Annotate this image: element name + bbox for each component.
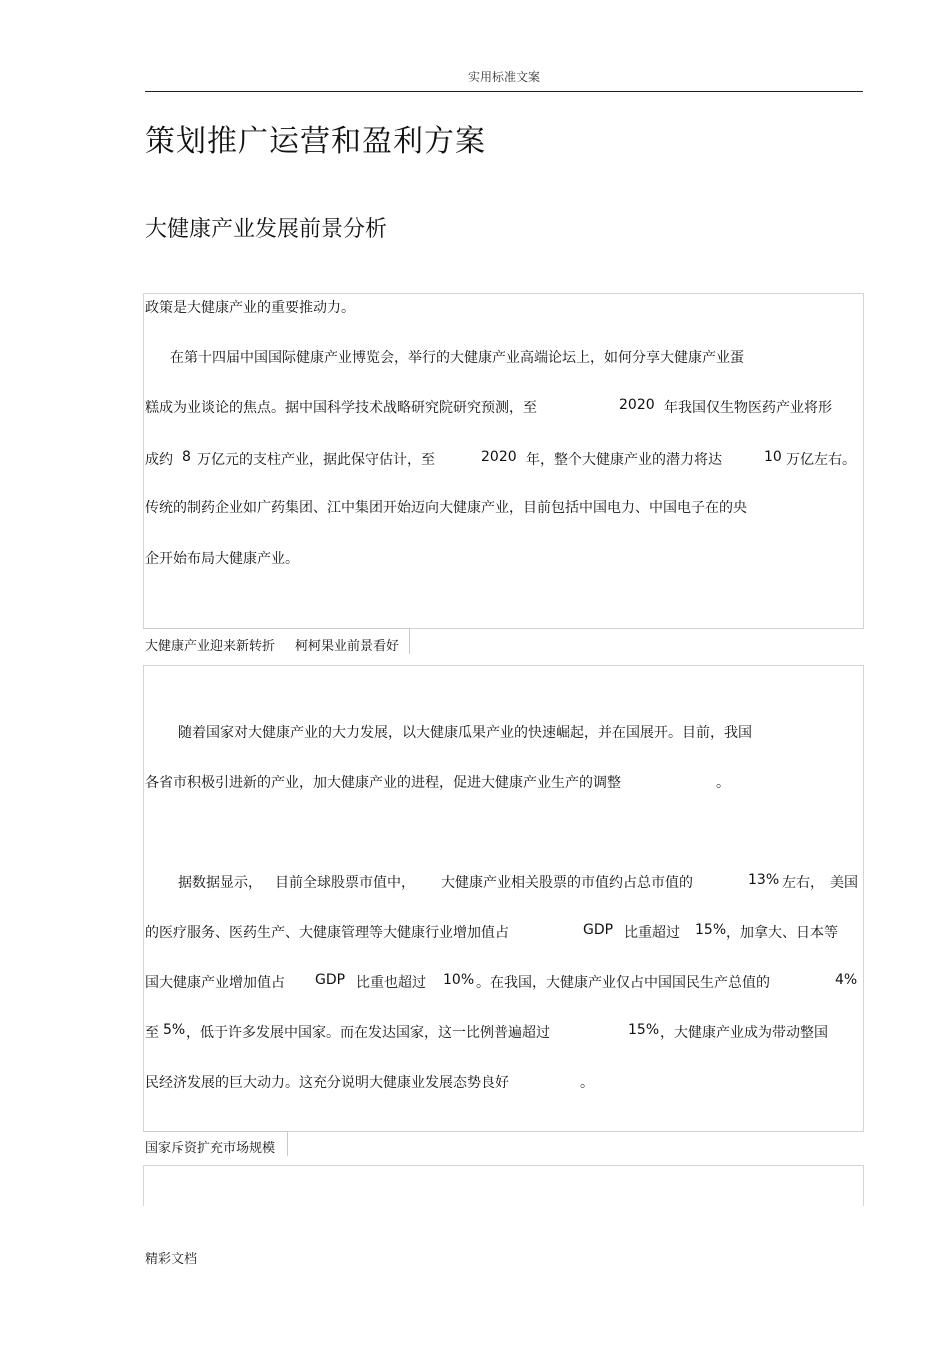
paragraph-number: 13% [748,872,780,888]
paragraph-line: 民经济发展的巨大动力。这充分说明大健康业发展态势良好 [145,1075,509,1091]
paragraph-line: 国大健康产业增加值占 [145,975,285,991]
paragraph-number: 8 [182,449,191,465]
paragraph-line: 传统的制药企业如广药集团、江中集团开始迈向大健康产业，目前包括中国电力、中国电子在的央 [145,500,747,516]
paragraph-line: 随着国家对大健康产业的大力发展，以大健康瓜果产业的快速崛起，并在国展开。目前，我国 [178,725,752,741]
paragraph-line: 左右， [782,875,824,891]
paragraph-number: 15% [628,1022,660,1038]
paragraph-line: 企开始布局大健康产业。 [145,551,299,567]
paragraph-line: 。 [716,775,730,791]
paragraph-line: 比重超过 [624,925,680,941]
page-footer: 精彩文档 [145,1252,198,1267]
paragraph-number: 2020 [481,449,517,465]
paragraph-number: 5% [163,1022,186,1038]
paragraph-number: 15% [695,922,727,938]
paragraph-number: 2020 [619,397,655,413]
paragraph-line: ，加拿大、日本等 [726,925,838,941]
paragraph-line: 政策是大健康产业的重要推动力。 [145,300,355,316]
image-caption: 大健康产业迎来新转折 [145,639,276,654]
paragraph-line: 年，整个大健康产业的潜力将达 [526,452,722,468]
paragraph-line: 年我国仅生物医药产业将形 [664,400,832,416]
paragraph-line: 成约 [145,452,173,468]
paragraph-term: GDP [315,972,346,988]
paragraph-line: 的医疗服务、医药生产、大健康管理等大健康行业增加值占 [145,925,509,941]
paragraph-line: 各省市积极引进新的产业，加大健康产业的进程，促进大健康产业生产的调整 [145,775,621,791]
content-frame-3 [143,1165,864,1206]
paragraph-number: 10 [764,449,782,465]
paragraph-line: 至 [145,1025,159,1041]
paragraph-line: 糕成为业谈论的焦点。据中国科学技术战略研究院研究预测，至 [145,400,537,416]
image-caption: 柯柯果业前景看好 [295,639,400,654]
paragraph-line: 。在我国，大健康产业仅占中国国民生产总值的 [476,975,770,991]
paragraph-line: 万亿左右。 [786,452,856,468]
paragraph-line: 目前全球股票市值中， [275,875,415,891]
paragraph-line: 万亿元的支柱产业，据此保守估计，至 [197,452,435,468]
page-title: 策划推广运营和盈利方案 [145,124,486,159]
paragraph-line: 美国 [830,875,858,891]
section-heading: 大健康产业发展前景分析 [145,217,388,242]
paragraph-line: 据数据显示， [178,875,262,891]
paragraph-number: 10% [443,972,475,988]
paragraph-number: 4% [835,972,858,988]
header-rule [145,91,863,92]
paragraph-line: 在第十四届中国国际健康产业博览会，举行的大健康产业高端论坛上，如何分享大健康产业蛋 [170,350,744,366]
paragraph-line: ，大健康产业成为带动整国 [660,1025,828,1041]
paragraph-line: 。 [580,1075,594,1091]
paragraph-term: GDP [583,922,614,938]
page-header: 实用标准文案 [467,70,540,84]
paragraph-line: 大健康产业相关股票的市值约占总市值的 [441,875,693,891]
paragraph-line: ，低于许多发展中国家。而在发达国家，这一比例普遍超过 [186,1025,550,1041]
paragraph-line: 比重也超过 [356,975,426,991]
image-caption: 国家斥资扩充市场规模 [145,1141,276,1156]
